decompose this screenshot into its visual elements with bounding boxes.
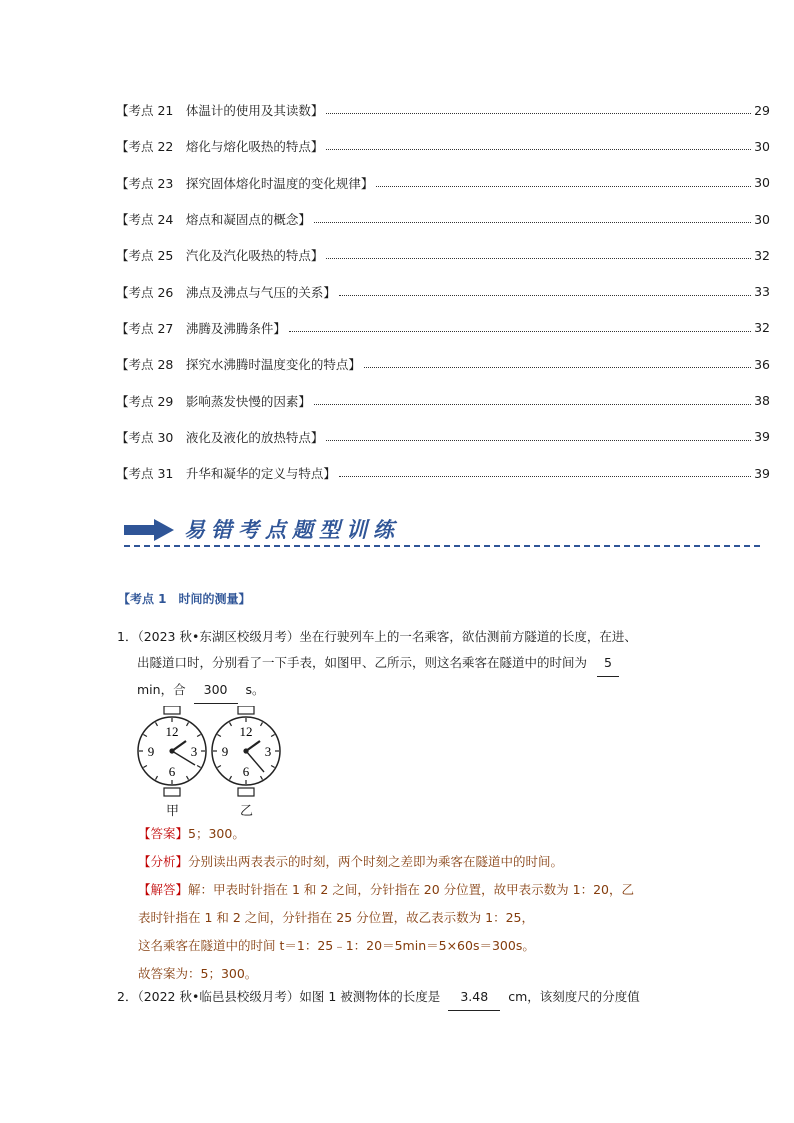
svg-text:12: 12	[165, 724, 179, 739]
toc-leader-dots	[326, 112, 751, 114]
toc-page-number: 39	[754, 429, 770, 445]
section-banner	[124, 512, 764, 548]
toc-page-number: 38	[754, 393, 770, 409]
svg-text:12: 12	[239, 724, 253, 739]
toc-label: 【考点 24 熔点和凝固点的概念】	[116, 212, 311, 228]
toc-entry[interactable]	[116, 92, 770, 128]
toc-page-number: 30	[754, 175, 770, 191]
toc-leader-dots	[326, 148, 751, 150]
toc-page-number: 30	[754, 211, 770, 227]
analysis-tag: 【分析】	[138, 854, 189, 869]
answer-blank-2: 300	[194, 677, 238, 704]
toc-label: 【考点 28 探究水沸腾时温度变化的特点】	[116, 357, 361, 373]
question-1	[117, 624, 677, 704]
answer-text: 5；300。	[188, 826, 245, 841]
toc-entry[interactable]	[116, 165, 770, 201]
toc-page-number: 32	[754, 320, 770, 336]
toc-page-number: 33	[754, 284, 770, 300]
solution-tag: 【解答】	[138, 882, 189, 897]
solution-line-1	[138, 876, 698, 904]
toc-label: 【考点 23 探究固体熔化时温度的变化规律】	[116, 175, 374, 191]
toc-label: 【考点 26 沸点及沸点与气压的关系】	[116, 284, 336, 300]
toc-entry[interactable]	[116, 455, 770, 491]
toc-leader-dots	[364, 366, 751, 368]
toc-leader-dots	[339, 475, 751, 477]
svg-text:3: 3	[190, 744, 198, 759]
toc-leader-dots	[339, 294, 751, 296]
question-1-line2-text: 出隧道口时，分别看了一下手表，如图甲、乙所示，则这名乘客在隧道中的时间为	[137, 655, 588, 670]
question-2-suffix: cm，该刻度尺的分度值	[508, 989, 640, 1004]
toc-label: 【考点 29 影响蒸发快慢的因素】	[116, 393, 311, 409]
solution-text-4: 故答案为：5；300。	[138, 966, 258, 981]
svg-text:3: 3	[264, 744, 272, 759]
answer-blank-1: 5	[597, 650, 619, 677]
analysis-text: 分别读出两表表示的时刻，两个时刻之差即为乘客在隧道中的时间。	[188, 854, 564, 869]
question-2-prefix: 2．（2022 秋•临邑县校级月考）如图 1 被测物体的长度是	[117, 989, 441, 1004]
arrow-right-icon	[124, 519, 174, 541]
watch-right	[212, 706, 280, 796]
toc-leader-dots	[326, 257, 751, 259]
toc-label: 【考点 30 液化及液化的放热特点】	[116, 429, 324, 445]
section-heading: 【考点 1 时间的测量】	[118, 592, 251, 606]
toc-label: 【考点 27 沸腾及沸腾条件】	[116, 320, 286, 336]
toc-label: 【考点 22 熔化与熔化吸热的特点】	[116, 139, 324, 155]
question-1-line2	[117, 650, 677, 677]
toc-leader-dots	[314, 403, 751, 405]
question-2	[117, 984, 677, 1011]
svg-text:9: 9	[147, 744, 155, 759]
question-1-line1: 1．（2023 秋•东湖区校级月考）坐在行驶列车上的一名乘客，欲估测前方隧道的长度，在进、	[117, 629, 637, 644]
solution-text-1: 解：甲表时针指在 1 和 2 之间，分针指在 20 分位置，故甲表示数为 1：20，乙	[188, 882, 635, 897]
unit-min: min，合	[137, 682, 186, 697]
svg-text:9: 9	[221, 744, 229, 759]
toc-page-number: 30	[754, 138, 770, 154]
answer-block	[138, 820, 698, 988]
toc-entry[interactable]	[116, 310, 770, 346]
toc-entry[interactable]	[116, 382, 770, 418]
toc-label: 【考点 31 升华和凝华的定义与特点】	[116, 466, 336, 482]
clocks-figure	[136, 706, 286, 819]
toc-entry[interactable]	[116, 128, 770, 164]
toc-entry[interactable]	[116, 201, 770, 237]
toc-page-number: 39	[754, 465, 770, 481]
toc-label: 【考点 21 体温计的使用及其读数】	[116, 103, 324, 119]
watch-left	[138, 706, 206, 796]
toc-entry[interactable]	[116, 419, 770, 455]
svg-text:6: 6	[168, 764, 176, 779]
answer-blank-3: 3.48	[448, 984, 500, 1011]
banner-title: 易错考点题型训练	[184, 517, 400, 542]
toc-page-number: 32	[754, 247, 770, 263]
toc-entry[interactable]	[116, 237, 770, 273]
table-of-contents	[116, 92, 770, 491]
solution-text-3: 这名乘客在隧道中的时间 t＝1：25﹣1：20＝5min＝5×60s＝300s。	[138, 938, 535, 953]
toc-page-number: 29	[754, 102, 770, 118]
unit-s: s。	[245, 682, 265, 697]
toc-page-number: 36	[754, 356, 770, 372]
clock-label-right: 乙	[240, 804, 254, 819]
banner-divider	[124, 545, 760, 547]
toc-leader-dots	[326, 439, 751, 441]
watch-diagram	[136, 706, 286, 798]
svg-text:6: 6	[242, 764, 250, 779]
question-1-line3	[117, 677, 677, 704]
toc-leader-dots	[314, 221, 751, 223]
answer-tag: 【答案】	[138, 826, 189, 841]
answer-line	[138, 820, 698, 848]
analysis-line	[138, 848, 698, 876]
toc-entry[interactable]	[116, 346, 770, 382]
clock-label-left: 甲	[166, 804, 180, 819]
toc-entry[interactable]	[116, 273, 770, 309]
toc-leader-dots	[289, 330, 751, 332]
solution-text-2: 表时针指在 1 和 2 之间，分针指在 25 分位置，故乙表示数为 1：25，	[138, 910, 534, 925]
toc-leader-dots	[376, 185, 751, 187]
toc-label: 【考点 25 汽化及汽化吸热的特点】	[116, 248, 324, 264]
